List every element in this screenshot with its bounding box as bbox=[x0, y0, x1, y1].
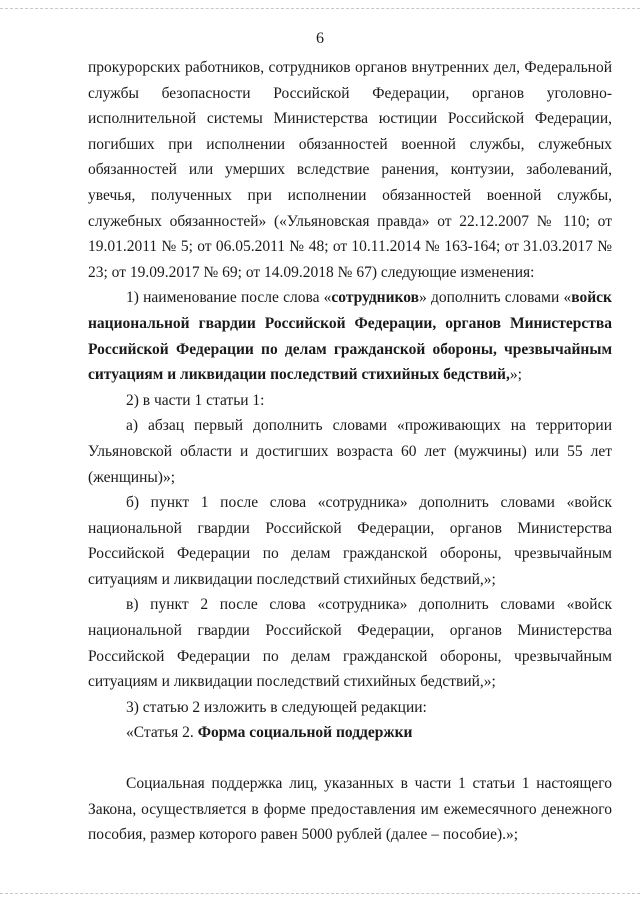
item-1-bold-word: сотрудников bbox=[331, 289, 420, 307]
paragraph-item-3: 3) статью 2 изложить в следующей редакции: bbox=[126, 698, 427, 716]
document-body bbox=[88, 55, 612, 848]
paragraph-article-text: Социальная поддержка лиц, указанных в части 1 статьи 1 настоящего Закона, осуществляется в форме предоставления им ежемесячного денежного пособия, размер которого равен 5000 рублей (далее – пособие).»; bbox=[88, 775, 612, 844]
paragraph-subitem-b: б) пункт 1 после слова «сотрудника» дополнить словами «войск национальной гвардии Российской Федерации, органов Министерства Российской Федерации по делам гражданской обороны, чрезвычайным ситуациям и ликвидации последствий стихийных бедствий,»; bbox=[88, 494, 612, 588]
article-title: Форма социальной поддержки bbox=[197, 724, 413, 742]
scan-artifact-bottom bbox=[0, 893, 640, 895]
page-number: 6 bbox=[316, 30, 324, 47]
article-label: «Статья 2. bbox=[126, 724, 198, 742]
item-1-text-start: 1) наименование после слова « bbox=[126, 289, 332, 307]
paragraph-intro: прокурорских работников, сотрудников органов внутренних дел, Федеральной службы безопасности Российской Федерации, органов уголовно-исполнительной системы Министерства юстиции Российской Федерации, погибших при исполнении обязанностей военной службы, служебных обязанностей или умерших вследствие ранения, контузии, заболеваний, увечья, полученных при исполнении обязанностей военной службы, служебных обязанностей» («Ульяновская правда» от 22.12.2007 № 110; от 19.01.2011 № 5; от 06.05.2011 № 48; от 10.11.2014 № 163-164; от 31.03.2017 № 23; от 19.09.2017 № 69; от 14.09.2018 № 67) следующие изменения: bbox=[88, 59, 612, 281]
paragraph-subitem-a: а) абзац первый дополнить словами «проживающих на территории Ульяновской области и достигших возраста 60 лет (мужчины) или 55 лет (женщины)»; bbox=[88, 417, 612, 486]
item-1-text-mid: » дополнить словами « bbox=[419, 289, 572, 307]
paragraph-item-1 bbox=[88, 285, 612, 387]
paragraph-item-2: 2) в части 1 статьи 1: bbox=[126, 391, 265, 409]
scan-artifact-top bbox=[0, 8, 640, 10]
item-1-bold-insert: войск национальной гвардии Российской Федерации, органов Министерства Российской Федерации по делам гражданской обороны, чрезвычайным ситуациям и ликвидации последствий стихийных бедствий, bbox=[88, 289, 612, 384]
paragraph-subitem-c: в) пункт 2 после слова «сотрудника» дополнить словами «войск национальной гвардии Российской Федерации, органов Министерства Российской Федерации по делам гражданской обороны, чрезвычайным ситуациям и ликвидации последствий стихийных бедствий,»; bbox=[88, 596, 612, 691]
article-heading bbox=[88, 720, 612, 746]
blank-line bbox=[88, 746, 612, 771]
item-1-text-end: »; bbox=[509, 366, 522, 384]
